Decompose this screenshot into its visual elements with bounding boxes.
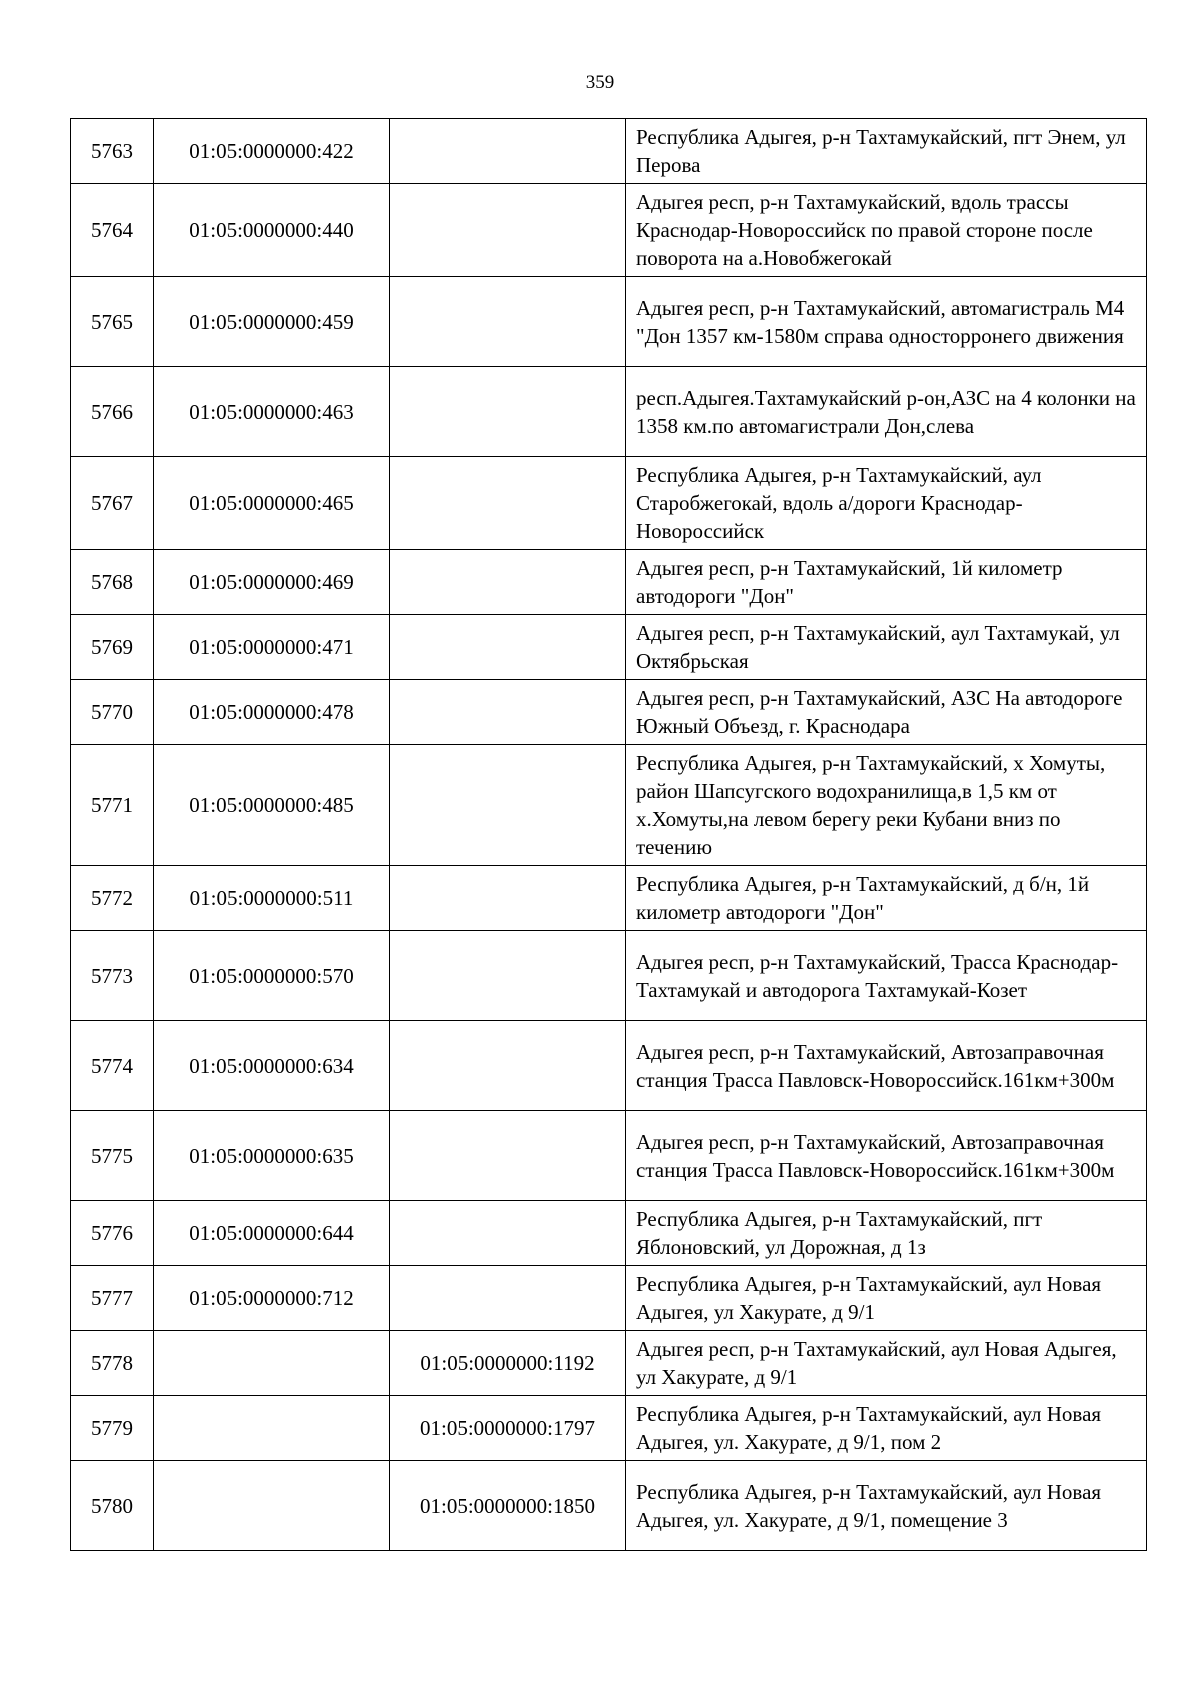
page-number: 359 — [585, 72, 615, 93]
row-number-cell: 5773 — [71, 931, 154, 1021]
row-number-cell: 5770 — [71, 680, 154, 745]
parent-cadastral-number-cell — [390, 866, 626, 931]
address-cell: Адыгея респ, р-н Тахтамукайский, Трасса Краснодар-Тахтамукай и автодорога Тахтамукай-Козет — [626, 931, 1147, 1021]
row-number-cell: 5764 — [71, 184, 154, 277]
table-row — [71, 745, 1147, 866]
row-number-cell: 5779 — [71, 1396, 154, 1461]
row-number-cell: 5778 — [71, 1331, 154, 1396]
parent-cadastral-number-cell — [390, 119, 626, 184]
row-number-cell: 5771 — [71, 745, 154, 866]
cadastral-number-cell: 01:05:0000000:463 — [154, 367, 390, 457]
parent-cadastral-number-cell — [390, 615, 626, 680]
address-cell: Республика Адыгея, р-н Тахтамукайский, пгт Энем, ул Перова — [626, 119, 1147, 184]
registry-table-body — [71, 119, 1147, 1551]
table-row — [71, 119, 1147, 184]
cadastral-number-cell: 01:05:0000000:634 — [154, 1021, 390, 1111]
address-cell: Адыгея респ, р-н Тахтамукайский, Автозаправочная станция Трасса Павловск-Новороссийск.161км+300м — [626, 1111, 1147, 1201]
row-number-cell: 5769 — [71, 615, 154, 680]
parent-cadastral-number-cell — [390, 680, 626, 745]
parent-cadastral-number-cell — [390, 745, 626, 866]
address-cell: Адыгея респ, р-н Тахтамукайский, 1й километр автодороги "Дон" — [626, 550, 1147, 615]
row-number-cell: 5763 — [71, 119, 154, 184]
address-cell: Республика Адыгея, р-н Тахтамукайский, аул Новая Адыгея, ул. Хакурате, д 9/1, помещение 3 — [626, 1461, 1147, 1551]
row-number-cell: 5766 — [71, 367, 154, 457]
table-row — [71, 615, 1147, 680]
cadastral-number-cell: 01:05:0000000:471 — [154, 615, 390, 680]
parent-cadastral-number-cell — [390, 367, 626, 457]
cadastral-number-cell — [154, 1396, 390, 1461]
parent-cadastral-number-cell — [390, 550, 626, 615]
parent-cadastral-number-cell — [390, 277, 626, 367]
table-row — [71, 1461, 1147, 1551]
address-cell: респ.Адыгея.Тахтамукайский р-он,АЗС на 4 колонки на 1358 км.по автомагистрали Дон,слева — [626, 367, 1147, 457]
cadastral-number-cell: 01:05:0000000:712 — [154, 1266, 390, 1331]
registry-table — [70, 118, 1147, 1551]
table-row — [71, 550, 1147, 615]
row-number-cell: 5774 — [71, 1021, 154, 1111]
cadastral-number-cell: 01:05:0000000:485 — [154, 745, 390, 866]
cadastral-number-cell: 01:05:0000000:422 — [154, 119, 390, 184]
parent-cadastral-number-cell: 01:05:0000000:1850 — [390, 1461, 626, 1551]
address-cell: Адыгея респ, р-н Тахтамукайский, АЗС На автодороге Южный Объезд, г. Краснодара — [626, 680, 1147, 745]
parent-cadastral-number-cell: 01:05:0000000:1797 — [390, 1396, 626, 1461]
address-cell: Адыгея респ, р-н Тахтамукайский, вдоль трассы Краснодар-Новороссийск по правой стороне после поворота на а.Новобжегокай — [626, 184, 1147, 277]
table-row — [71, 367, 1147, 457]
table-row — [71, 277, 1147, 367]
cadastral-number-cell: 01:05:0000000:635 — [154, 1111, 390, 1201]
row-number-cell: 5772 — [71, 866, 154, 931]
table-row — [71, 457, 1147, 550]
cadastral-number-cell: 01:05:0000000:440 — [154, 184, 390, 277]
row-number-cell: 5775 — [71, 1111, 154, 1201]
address-cell: Республика Адыгея, р-н Тахтамукайский, аул Новая Адыгея, ул Хакурате, д 9/1 — [626, 1266, 1147, 1331]
address-cell: Республика Адыгея, р-н Тахтамукайский, д б/н, 1й километр автодороги "Дон" — [626, 866, 1147, 931]
cadastral-number-cell: 01:05:0000000:478 — [154, 680, 390, 745]
row-number-cell: 5767 — [71, 457, 154, 550]
table-row — [71, 931, 1147, 1021]
cadastral-number-cell — [154, 1331, 390, 1396]
address-cell: Республика Адыгея, р-н Тахтамукайский, х Хомуты, район Шапсугского водохранилища,в 1,5 км от х.Хомуты,на левом берегу реки Кубани вниз по течению — [626, 745, 1147, 866]
parent-cadastral-number-cell — [390, 1021, 626, 1111]
address-cell: Республика Адыгея, р-н Тахтамукайский, аул Старобжегокай, вдоль а/дороги Краснодар-Новороссийск — [626, 457, 1147, 550]
table-row — [71, 1331, 1147, 1396]
address-cell: Адыгея респ, р-н Тахтамукайский, аул Новая Адыгея, ул Хакурате, д 9/1 — [626, 1331, 1147, 1396]
address-cell: Адыгея респ, р-н Тахтамукайский, Автозаправочная станция Трасса Павловск-Новороссийск.161км+300м — [626, 1021, 1147, 1111]
table-row — [71, 680, 1147, 745]
parent-cadastral-number-cell: 01:05:0000000:1192 — [390, 1331, 626, 1396]
parent-cadastral-number-cell — [390, 1266, 626, 1331]
cadastral-number-cell: 01:05:0000000:469 — [154, 550, 390, 615]
cadastral-number-cell: 01:05:0000000:511 — [154, 866, 390, 931]
row-number-cell: 5777 — [71, 1266, 154, 1331]
cadastral-number-cell: 01:05:0000000:465 — [154, 457, 390, 550]
table-row — [71, 184, 1147, 277]
table-row — [71, 1021, 1147, 1111]
row-number-cell: 5768 — [71, 550, 154, 615]
parent-cadastral-number-cell — [390, 457, 626, 550]
table-row — [71, 866, 1147, 931]
table-row — [71, 1266, 1147, 1331]
table-row — [71, 1396, 1147, 1461]
cadastral-number-cell: 01:05:0000000:570 — [154, 931, 390, 1021]
parent-cadastral-number-cell — [390, 184, 626, 277]
parent-cadastral-number-cell — [390, 931, 626, 1021]
address-cell: Адыгея респ, р-н Тахтамукайский, автомагистраль М4 "Дон 1357 км-1580м справа односторронего движения — [626, 277, 1147, 367]
address-cell: Адыгея респ, р-н Тахтамукайский, аул Тахтамукай, ул Октябрьская — [626, 615, 1147, 680]
table-row — [71, 1111, 1147, 1201]
table-row — [71, 1201, 1147, 1266]
parent-cadastral-number-cell — [390, 1201, 626, 1266]
address-cell: Республика Адыгея, р-н Тахтамукайский, аул Новая Адыгея, ул. Хакурате, д 9/1, пом 2 — [626, 1396, 1147, 1461]
cadastral-number-cell: 01:05:0000000:459 — [154, 277, 390, 367]
parent-cadastral-number-cell — [390, 1111, 626, 1201]
cadastral-number-cell — [154, 1461, 390, 1551]
address-cell: Республика Адыгея, р-н Тахтамукайский, пгт Яблоновский, ул Дорожная, д 1з — [626, 1201, 1147, 1266]
row-number-cell: 5776 — [71, 1201, 154, 1266]
cadastral-number-cell: 01:05:0000000:644 — [154, 1201, 390, 1266]
row-number-cell: 5765 — [71, 277, 154, 367]
row-number-cell: 5780 — [71, 1461, 154, 1551]
